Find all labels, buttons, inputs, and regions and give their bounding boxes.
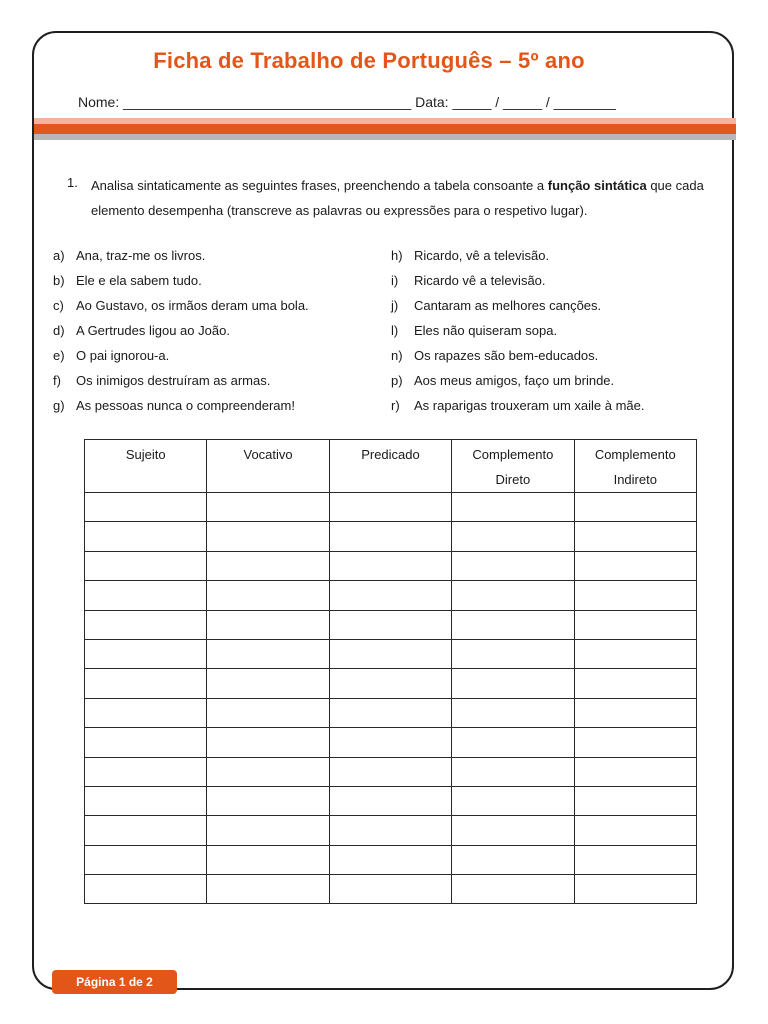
answer-cell[interactable] <box>207 757 329 786</box>
sentence-letter: l) <box>391 323 399 338</box>
header-line-1: Complemento <box>472 447 554 462</box>
table-row <box>85 757 697 786</box>
header-band-accent <box>34 124 736 134</box>
answer-cell[interactable] <box>452 610 574 639</box>
answer-cell[interactable] <box>85 875 207 904</box>
answer-cell[interactable] <box>574 581 696 610</box>
sentence-letter: g) <box>53 398 65 413</box>
question-number: 1. <box>67 175 78 190</box>
table-header-row <box>85 440 697 493</box>
sentence-letter: e) <box>53 348 65 363</box>
sentence-text: As pessoas nunca o compreenderam! <box>76 398 295 413</box>
header-line-2: Direto <box>495 472 531 487</box>
answer-cell[interactable] <box>207 581 329 610</box>
answer-cell[interactable] <box>452 581 574 610</box>
answer-cell[interactable] <box>329 698 451 727</box>
sentence-text: O pai ignorou-a. <box>76 348 170 363</box>
answer-cell[interactable] <box>329 639 451 668</box>
answer-cell[interactable] <box>207 875 329 904</box>
answer-cell[interactable] <box>207 698 329 727</box>
answer-cell[interactable] <box>452 551 574 580</box>
sentence-text: Ricardo, vê a televisão. <box>414 248 550 263</box>
sentence-text: Aos meus amigos, faço um brinde. <box>414 373 615 388</box>
answer-cell[interactable] <box>329 551 451 580</box>
sentence-text: Cantaram as melhores canções. <box>414 298 602 313</box>
table-row <box>85 639 697 668</box>
table-row <box>85 610 697 639</box>
sentence-text: Eles não quiseram sopa. <box>414 323 558 338</box>
answer-cell[interactable] <box>85 669 207 698</box>
header-line-2: Indireto <box>613 472 657 487</box>
answer-cell[interactable] <box>85 698 207 727</box>
table-row <box>85 728 697 757</box>
answer-cell[interactable] <box>85 639 207 668</box>
sentence-text: Ana, traz-me os livros. <box>76 248 206 263</box>
question-text-start: Analisa sintaticamente as seguintes frases, preenchendo a tabela consoante a <box>91 178 548 193</box>
table-body <box>85 493 697 904</box>
answer-cell[interactable] <box>329 669 451 698</box>
sentence-letter: f) <box>53 373 61 388</box>
answer-cell[interactable] <box>85 493 207 522</box>
answer-cell[interactable] <box>329 522 451 551</box>
table-row <box>85 522 697 551</box>
sentence-letter: b) <box>53 273 65 288</box>
answer-cell[interactable] <box>452 786 574 815</box>
answer-cell[interactable] <box>574 875 696 904</box>
sentence-letter: a) <box>53 248 65 263</box>
table-header-cell <box>207 440 329 493</box>
answer-cell[interactable] <box>574 493 696 522</box>
answer-cell[interactable] <box>452 522 574 551</box>
sentence-letter: r) <box>391 398 400 413</box>
table-header-cell <box>85 440 207 493</box>
answer-cell[interactable] <box>85 551 207 580</box>
answer-cell[interactable] <box>85 757 207 786</box>
answer-cell[interactable] <box>329 875 451 904</box>
answer-cell[interactable] <box>574 522 696 551</box>
worksheet-title: Ficha de Trabalho de Português – 5º ano <box>153 48 585 73</box>
answer-cell[interactable] <box>329 728 451 757</box>
answer-cell[interactable] <box>452 493 574 522</box>
answer-cell[interactable] <box>207 610 329 639</box>
table-row <box>85 493 697 522</box>
answer-cell[interactable] <box>85 816 207 845</box>
answer-cell[interactable] <box>207 786 329 815</box>
answer-cell[interactable] <box>329 816 451 845</box>
answer-cell[interactable] <box>574 669 696 698</box>
question-instructions <box>91 173 711 223</box>
answer-cell[interactable] <box>207 669 329 698</box>
sentence-letter: d) <box>53 323 65 338</box>
table-header-cell <box>574 440 696 493</box>
answer-cell[interactable] <box>207 845 329 874</box>
header-band-gray <box>34 134 736 140</box>
table-row <box>85 581 697 610</box>
sentence-text: Ao Gustavo, os irmãos deram uma bola. <box>76 298 309 313</box>
table-row <box>85 551 697 580</box>
table-row <box>85 786 697 815</box>
answer-cell[interactable] <box>574 551 696 580</box>
table-row <box>85 875 697 904</box>
answer-cell[interactable] <box>85 786 207 815</box>
header-line-1: Complemento <box>594 447 676 462</box>
page-number-badge: Página 1 de 2 <box>52 970 177 994</box>
header-line-1: Predicado <box>361 447 420 462</box>
question-text-bold: função sintática <box>547 178 647 193</box>
answer-cell[interactable] <box>207 728 329 757</box>
sentence-letter: i) <box>391 273 399 288</box>
answer-cell[interactable] <box>329 786 451 815</box>
answer-cell[interactable] <box>452 816 574 845</box>
answer-cell[interactable] <box>452 728 574 757</box>
sentence-text: Ricardo vê a televisão. <box>414 273 546 288</box>
answer-cell[interactable] <box>452 875 574 904</box>
header-line-1: Sujeito <box>125 447 166 462</box>
answer-cell[interactable] <box>574 816 696 845</box>
question-text-end: que cada elemento desempenha (transcreve as palavras ou expressões para o respetivo lugar). <box>91 178 704 218</box>
answer-cell[interactable] <box>85 522 207 551</box>
answer-cell[interactable] <box>452 669 574 698</box>
sentence-letter: p) <box>391 373 403 388</box>
answer-cell[interactable] <box>574 610 696 639</box>
answer-cell[interactable] <box>207 816 329 845</box>
answer-cell[interactable] <box>574 786 696 815</box>
sentence-text: Os inimigos destruíram as armas. <box>76 373 271 388</box>
sentence-text: Os rapazes são bem-educados. <box>414 348 599 363</box>
answer-cell[interactable] <box>207 639 329 668</box>
name-date-fields: Nome: _____________________________________ Data: _____ / _____ / ________ <box>78 94 616 110</box>
sentence-text: A Gertrudes ligou ao João. <box>76 323 230 338</box>
table-row <box>85 669 697 698</box>
answer-cell[interactable] <box>329 757 451 786</box>
answer-cell[interactable] <box>329 581 451 610</box>
sentence-letter: h) <box>391 248 403 263</box>
answer-cell[interactable] <box>329 610 451 639</box>
table-header-cell <box>329 440 451 493</box>
answer-cell[interactable] <box>452 845 574 874</box>
sentence-text: Ele e ela sabem tudo. <box>76 273 202 288</box>
answer-cell[interactable] <box>85 581 207 610</box>
answer-cell[interactable] <box>574 757 696 786</box>
answer-cell[interactable] <box>574 698 696 727</box>
answer-cell[interactable] <box>329 493 451 522</box>
answer-cell[interactable] <box>207 493 329 522</box>
answer-cell[interactable] <box>452 757 574 786</box>
header-line-1: Vocativo <box>243 447 293 462</box>
sentence-letter: j) <box>391 298 399 313</box>
table-row <box>85 845 697 874</box>
answer-cell[interactable] <box>452 639 574 668</box>
sentence-letter: n) <box>391 348 403 363</box>
answer-cell[interactable] <box>452 698 574 727</box>
answer-cell[interactable] <box>329 845 451 874</box>
answer-cell[interactable] <box>85 845 207 874</box>
table-row <box>85 816 697 845</box>
sentence-text: As raparigas trouxeram um xaile à mãe. <box>414 398 645 413</box>
table-header-cell <box>452 440 574 493</box>
answer-cell[interactable] <box>85 610 207 639</box>
answer-cell[interactable] <box>207 551 329 580</box>
table-row <box>85 698 697 727</box>
sentence-letter: c) <box>53 298 64 313</box>
answer-cell[interactable] <box>574 728 696 757</box>
answer-cell[interactable] <box>574 639 696 668</box>
answer-cell[interactable] <box>574 845 696 874</box>
syntax-analysis-table <box>84 439 697 904</box>
answer-cell[interactable] <box>85 728 207 757</box>
answer-cell[interactable] <box>207 522 329 551</box>
